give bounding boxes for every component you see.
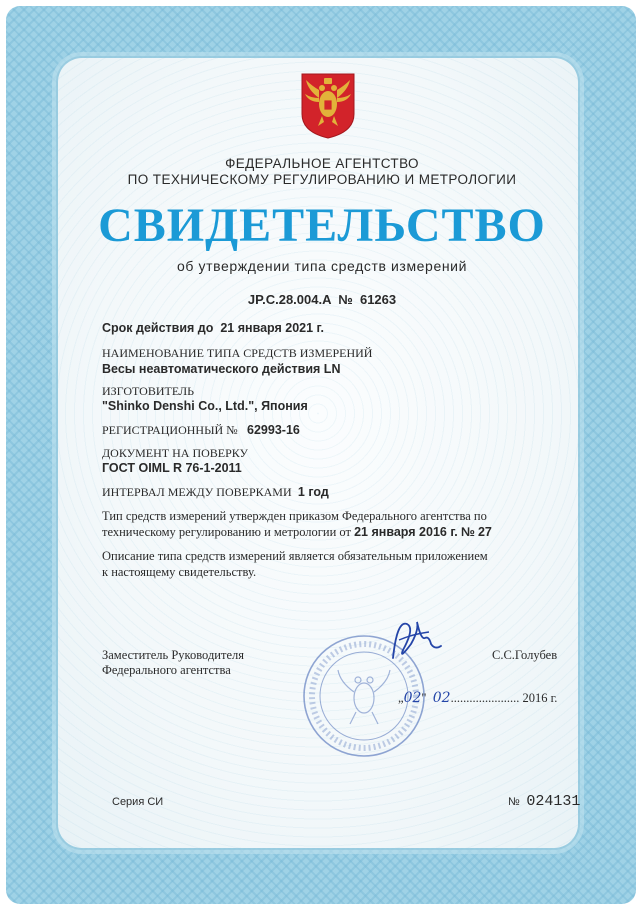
- date-dots: ......................: [450, 691, 520, 705]
- manufacturer-value: "Shinko Denshi Co., Ltd.", Япония: [102, 399, 308, 413]
- interval-label: ИНТЕРВАЛ МЕЖДУ ПОВЕРКАМИ: [102, 485, 292, 499]
- certificate-number-sign: №: [338, 292, 353, 307]
- approval-order-number: 27: [477, 525, 492, 539]
- note-paragraph: [102, 548, 562, 580]
- approval-order-sign: №: [460, 525, 475, 539]
- instrument-name-label: НАИМЕНОВАНИЕ ТИПА СРЕДСТВ ИЗМЕРЕНИЙ: [102, 346, 373, 360]
- note-line-1: Описание типа средств измерений является обязательным приложением: [102, 549, 488, 563]
- russian-coat-of-arms-icon: [300, 72, 356, 140]
- approval-line-2: техническому регулированию и метрологии от: [102, 525, 351, 539]
- certificate-subtitle: об утверждении типа средств измерений: [177, 258, 467, 274]
- interval-value: 1 год: [297, 485, 329, 499]
- certificate-title: СВИДЕТЕЛЬСТВО: [98, 199, 546, 252]
- manufacturer-label: ИЗГОТОВИТЕЛЬ: [102, 384, 195, 398]
- date-month: 02: [432, 690, 451, 706]
- footer-number-sign: №: [508, 796, 520, 808]
- footer-number: [508, 793, 580, 810]
- interval-row: [102, 485, 329, 500]
- verification-doc-value: ГОСТ OIML R 76-1-2011: [102, 461, 242, 475]
- certificate-number-prefix: JP.C.28.004.A: [247, 292, 331, 307]
- validity-row: [102, 321, 324, 335]
- signatory-name: С.С.Голубев: [492, 648, 558, 662]
- certificate-number: [0, 292, 644, 307]
- instrument-name-value: Весы неавтоматического действия LN: [102, 362, 341, 376]
- agency-line-2: ПО ТЕХНИЧЕСКОМУ РЕГУЛИРОВАНИЮ И МЕТРОЛОГИИ: [127, 172, 517, 187]
- signature-date: [398, 690, 557, 706]
- signature-icon: [385, 610, 445, 670]
- verification-doc-label: ДОКУМЕНТ НА ПОВЕРКУ: [102, 446, 249, 460]
- validity-value: 21 января 2021 г.: [220, 321, 324, 335]
- date-day: 02: [403, 690, 422, 706]
- approval-line-1: Тип средств измерений утвержден приказом Федерального агентства по: [102, 509, 487, 523]
- date-year: 2016 г.: [522, 691, 558, 705]
- note-line-2: к настоящему свидетельству.: [102, 565, 257, 579]
- registration-label: РЕГИСТРАЦИОННЫЙ №: [102, 423, 238, 437]
- date-open-quote: „: [398, 691, 404, 705]
- signatory-position-1: Заместитель Руководителя: [102, 648, 244, 662]
- agency-line-1: ФЕДЕРАЛЬНОЕ АГЕНТСТВО: [225, 156, 419, 171]
- approval-paragraph: [102, 508, 562, 540]
- certificate-number-value: 61263: [359, 292, 397, 307]
- footer-number-value: 024131: [526, 793, 581, 810]
- date-close-quote: ": [421, 691, 427, 705]
- approval-date: 21 января 2016 г.: [354, 525, 458, 539]
- validity-label: Срок действия до: [102, 321, 214, 335]
- registration-row: [102, 423, 300, 438]
- signatory-position-2: Федерального агентства: [102, 663, 231, 677]
- series-label: Серия СИ: [112, 796, 164, 808]
- registration-value: 62993-16: [247, 423, 300, 437]
